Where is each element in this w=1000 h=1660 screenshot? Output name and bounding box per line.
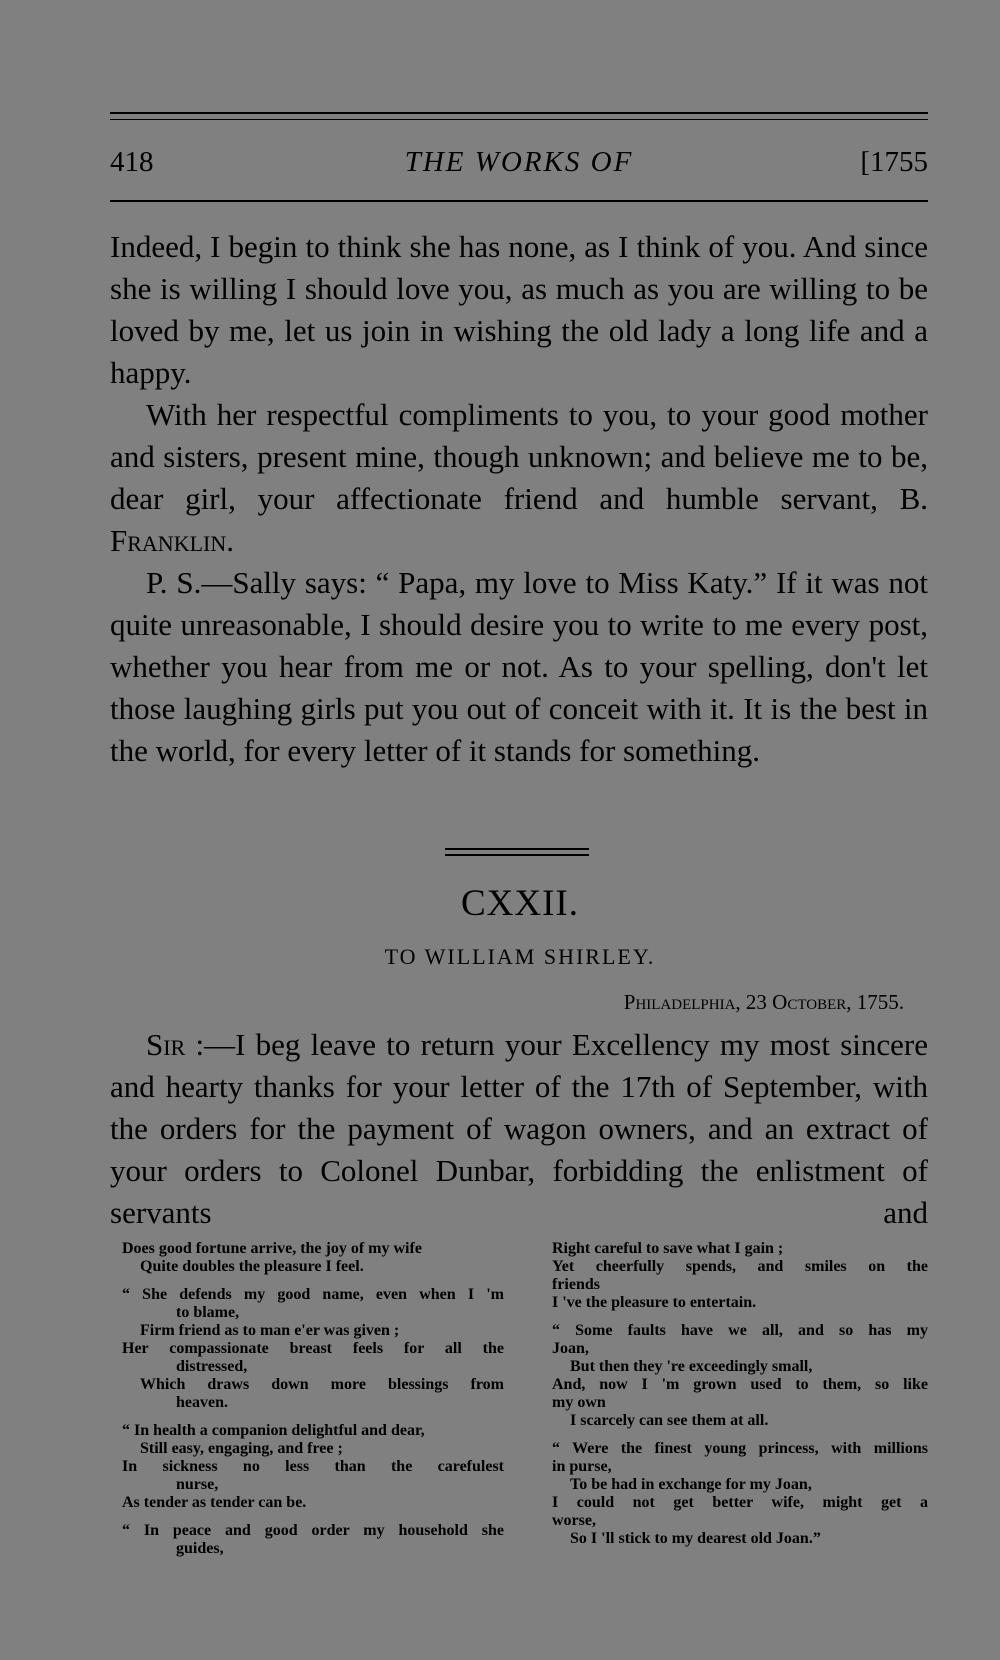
poem-line: Firm friend as to man e'er was given ; — [140, 1322, 400, 1339]
poem-line: worse, — [552, 1512, 596, 1529]
signature: B. Franklin. — [110, 481, 929, 558]
paragraph: Indeed, I begin to think she has none, as I think of you. And since she is willing I should love you, as much as you are willing to be loved by me, let us join in wishing the old lady a long life and a happy. — [110, 229, 928, 390]
poem-line: I could not get better wife, might get a — [552, 1494, 928, 1511]
salutation: Sir — [146, 1027, 186, 1062]
letter-number: CXXII. — [460, 883, 579, 924]
letter-addressee: TO WILLIAM SHIRLEY. — [384, 944, 656, 969]
poem-line: my own — [552, 1394, 606, 1411]
page-number: 418 — [110, 146, 154, 178]
poem-line: to blame, — [176, 1304, 240, 1321]
letter-text — [110, 1024, 928, 1234]
poem-line: Yet cheerfully spends, and smiles on the — [552, 1258, 928, 1275]
poem-stanza — [122, 1286, 504, 1412]
running-title: THE WORKS OF — [404, 146, 634, 178]
poem-line: Right careful to save what I gain ; — [552, 1240, 784, 1257]
poem-line: As tender as tender can be. — [122, 1494, 307, 1511]
poem-line: “ Some faults have we all, and so has my — [552, 1322, 928, 1339]
poem-line: distressed, — [176, 1358, 248, 1375]
poem-line: Still easy, engaging, and free ; — [140, 1440, 343, 1457]
poem-line: So I 'll stick to my dearest old Joan.” — [570, 1530, 821, 1547]
poem-stanza — [122, 1522, 504, 1558]
poem-line: Her compassionate breast feels for all the — [122, 1340, 504, 1357]
poem-line: friends — [552, 1276, 600, 1293]
opening-text: :—I beg leave to return your Excellency my most sincere and hearty thanks for your letter of the 17th of September, with the orders for the payment of wagon owners, and an extract of your orders to Colonel Dunbar, forbidding the enlistment of servants and — [110, 1027, 928, 1230]
running-year: [1755 — [860, 146, 928, 178]
poem-line: “ In health a companion delightful and dear, — [122, 1422, 425, 1439]
top-rule-thin — [110, 119, 928, 120]
poem-line: “ She defends my good name, even when I 'm — [122, 1286, 504, 1303]
running-header — [110, 146, 928, 190]
poem-stanza — [122, 1422, 504, 1512]
poem-column-left — [122, 1240, 504, 1568]
poem-stanza — [552, 1440, 928, 1548]
poem-line: “ In peace and good order my household she — [122, 1522, 504, 1539]
poem-line: Quite doubles the pleasure I feel. — [140, 1258, 364, 1275]
header-rule — [110, 200, 928, 202]
poem-line: heaven. — [176, 1394, 228, 1411]
poem-line: guides, — [176, 1540, 224, 1557]
poem-line: And, now I 'm grown used to them, so like — [552, 1376, 928, 1393]
poem-line: I 've the pleasure to entertain. — [552, 1294, 757, 1311]
poem-stanza — [552, 1240, 928, 1312]
poem-line: “ Were the finest young princess, with millions — [552, 1440, 928, 1457]
poem-line: in purse, — [552, 1458, 612, 1475]
letter-dateline: Philadelphia, 23 October, 1755. — [623, 990, 904, 1014]
poem-line: Which draws down more blessings from — [140, 1376, 504, 1393]
top-rule-thick — [110, 112, 928, 114]
letter-end-text — [110, 226, 928, 772]
closing-text: With her respectful compliments to you, to your good mother and sisters, present mine, though unknown; and believe me to be, dear girl, your affectionate friend and humble servant, — [110, 397, 928, 516]
poem-line: But then they 're exceedingly small, — [570, 1358, 813, 1375]
postscript: P. S.—Sally says: “ Papa, my love to Miss Katy.” If it was not quite unreasonable, I should desire you to write to me every post, whether you hear from me or not. As to your spelling, don't let those laughing girls put you out of conceit with it. It is the best in the world, for every letter of it stands for something. — [110, 565, 928, 768]
poem-line: Does good fortune arrive, the joy of my wife — [122, 1240, 422, 1257]
poem-line: Joan, — [552, 1340, 589, 1357]
closing-paragraph — [110, 394, 928, 562]
poem-stanza — [122, 1240, 504, 1276]
poem-stanza — [552, 1322, 928, 1430]
poem-line: I scarcely can see them at all. — [570, 1412, 769, 1429]
letter-opening — [110, 1024, 928, 1234]
poem-line: In sickness no less than the carefulest — [122, 1458, 504, 1475]
section-divider — [445, 848, 589, 860]
poem-column-right — [552, 1240, 928, 1558]
poem-line: nurse, — [176, 1476, 219, 1493]
poem-line: To be had in exchange for my Joan, — [570, 1476, 812, 1493]
